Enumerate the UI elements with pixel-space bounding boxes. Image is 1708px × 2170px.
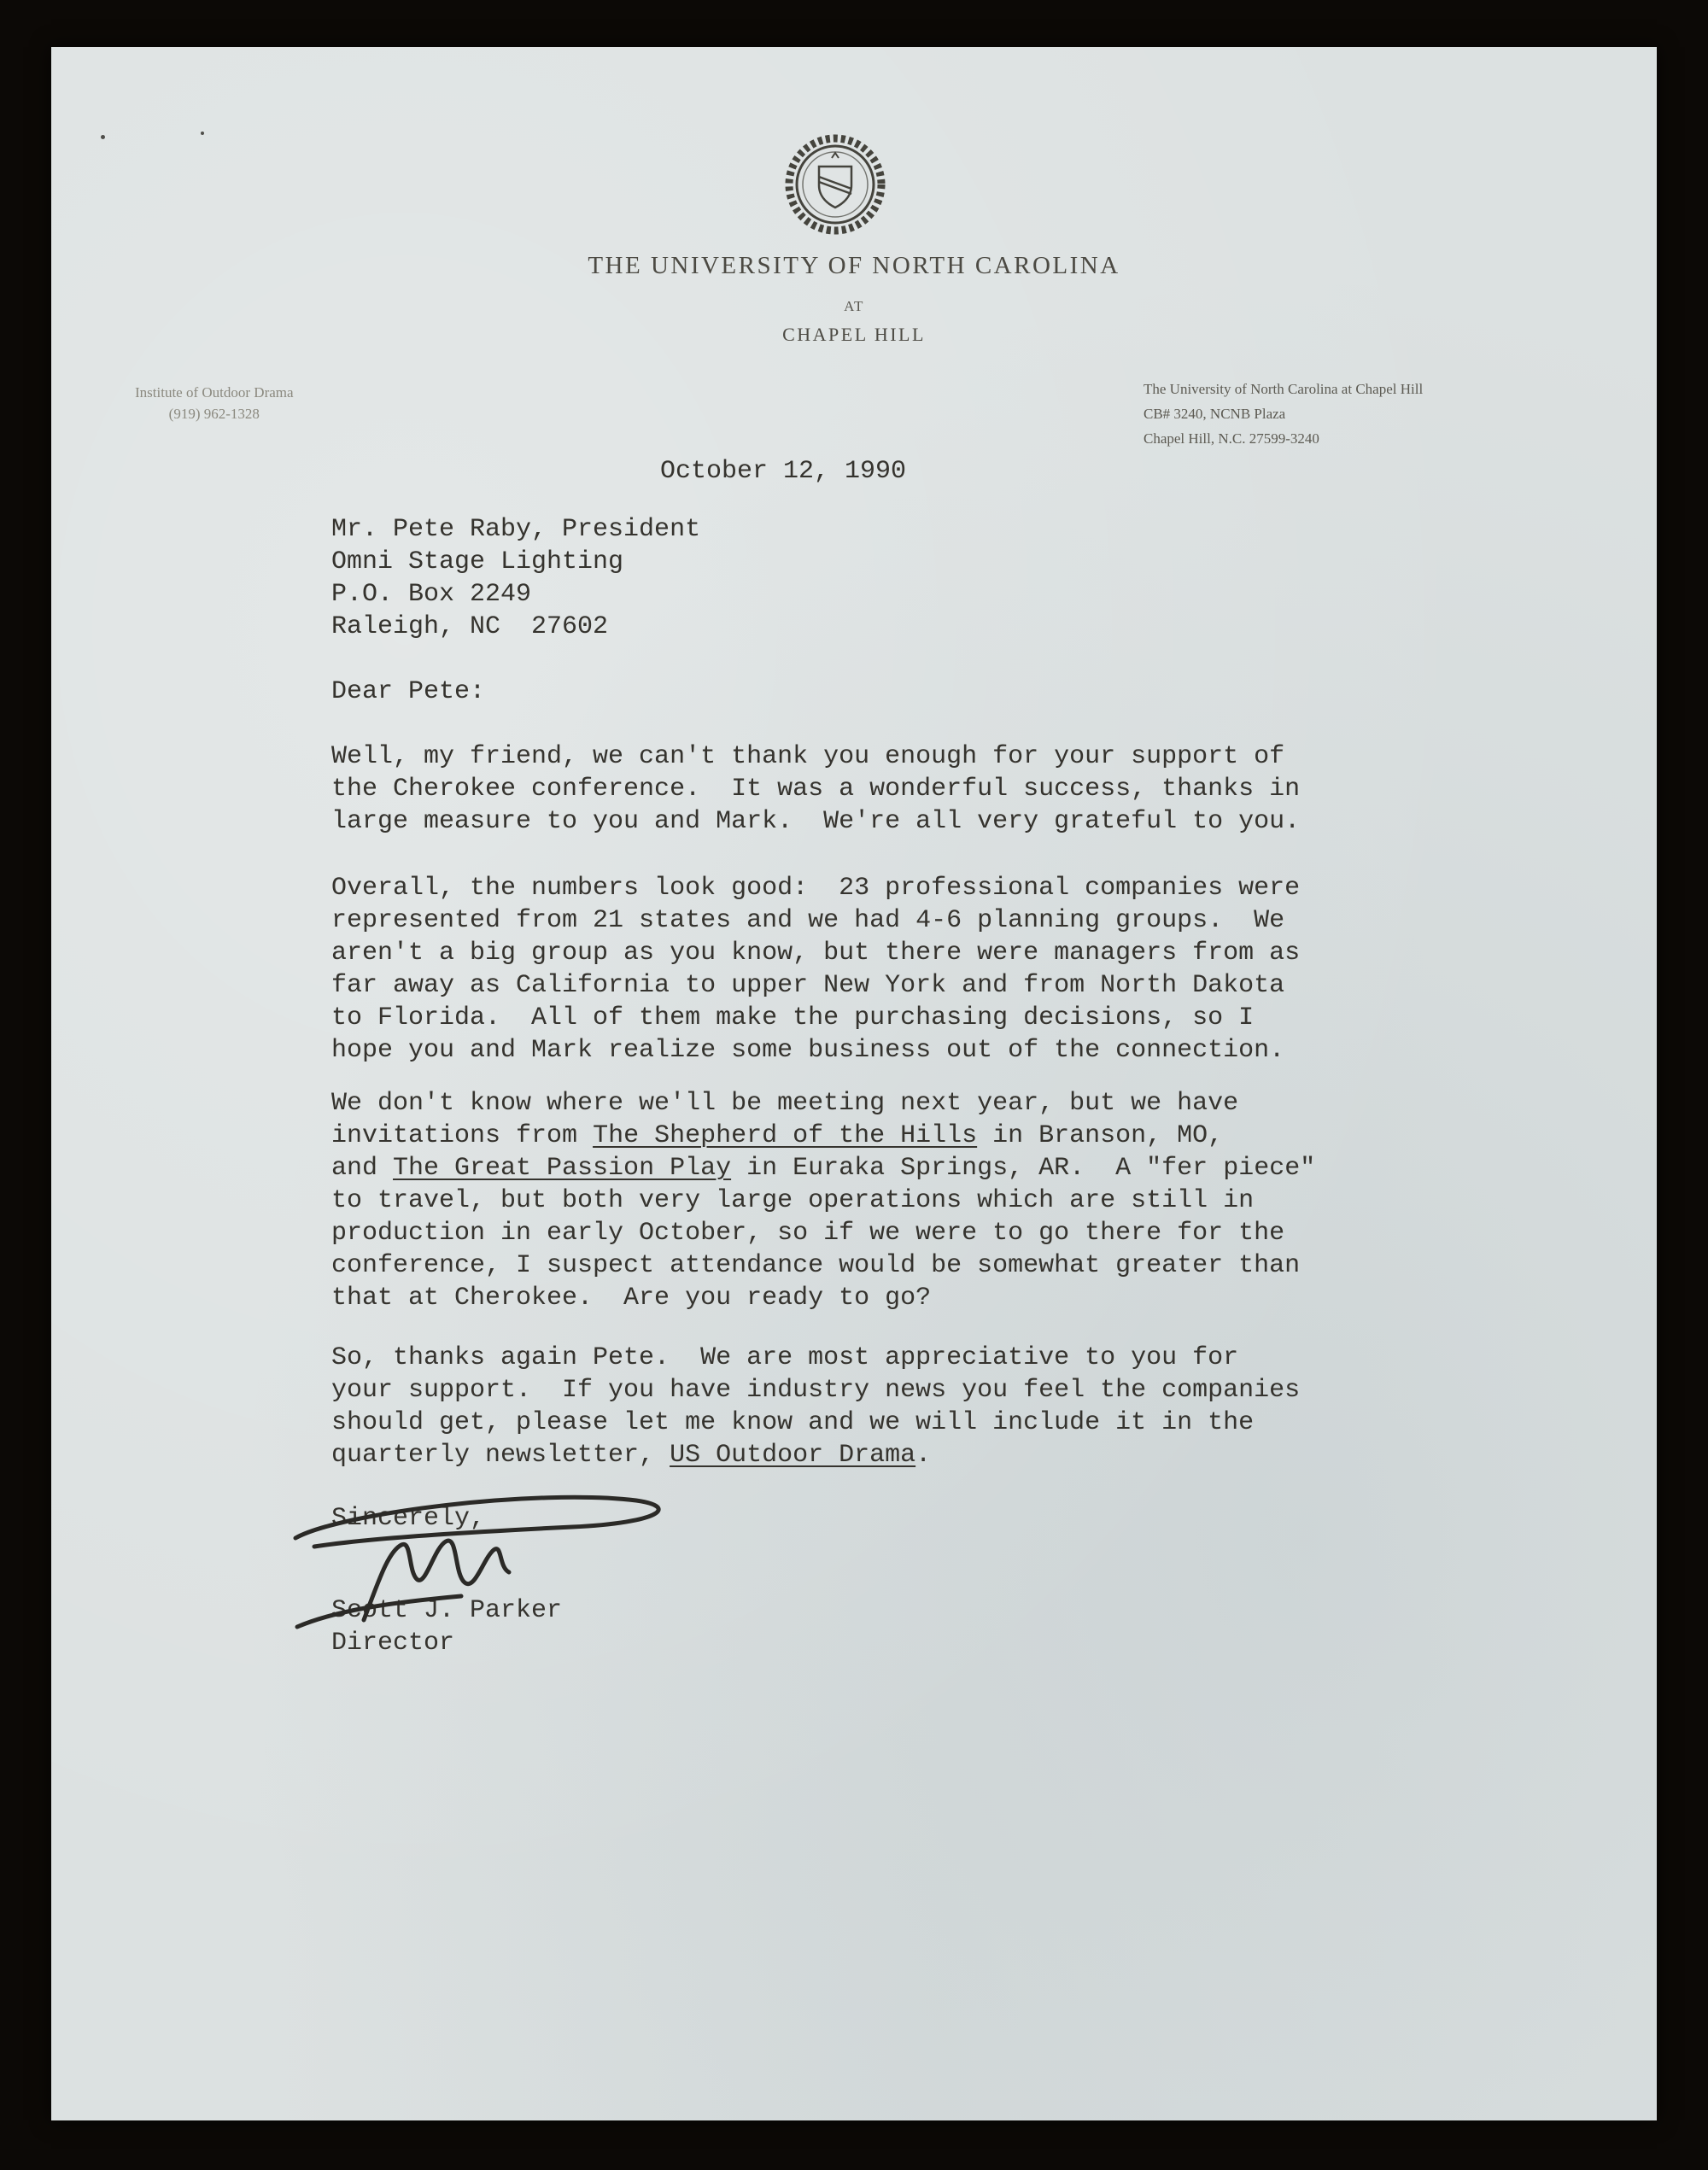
closing: Sincerely,	[331, 1504, 486, 1533]
dust-speck	[201, 132, 204, 135]
letterhead-university-name: THE UNIVERSITY OF NORTH CAROLINA	[588, 252, 1120, 279]
body-paragraph-2: Overall, the numbers look good: 23 professional companies were represented from 21 states and we had 4-6 planning groups. We aren't a big group as you know, but there were managers from as far away as California to upper New York and from North Dakota to Florida. All of them make the purchasing decisions, so I hope you and Mark realize some business out of the connection.	[331, 874, 1301, 1065]
body-paragraph-3: We don't know where we'll be meeting next year, but we have invitations from The Shepherd of the Hills in Branson, MO, and The Great Passion Play in Euraka Springs, AR. A "fer piece" to travel, but both very large operations which are still in production in early October, so if we were to go there for the conference, I suspect attendance would be somewhat greater than that at Cherokee. Are you ready to go?	[331, 1089, 1316, 1313]
salutation: Dear Pete:	[331, 677, 486, 706]
letterhead-at-line: AT	[844, 298, 864, 314]
signer-name: Scott J. Parker	[331, 1596, 563, 1625]
letter-paper	[51, 47, 1657, 2120]
letterhead-department-block: Institute of Outdoor Drama (919) 962-1328	[135, 384, 294, 422]
dust-speck	[101, 135, 105, 139]
body-paragraph-1: Well, my friend, we can't thank you enough for your support of the Cherokee conference. It was a wonderful success, thanks in large measure to you and Mark. We're all very grateful to you.	[331, 742, 1301, 836]
letterhead-address-block: The University of North Carolina at Chapel Hill CB# 3240, NCNB Plaza Chapel Hill, N.C. 27599-3240	[1144, 381, 1424, 447]
recipient-address: Mr. Pete Raby, President Omni Stage Lighting P.O. Box 2249 Raleigh, NC 27602	[331, 515, 701, 641]
letter-body	[331, 455, 1407, 1659]
signature-block	[331, 1594, 1407, 1659]
signer-title: Director	[331, 1629, 455, 1658]
letterhead-city-line: CHAPEL HILL	[782, 324, 926, 345]
letter-date: October 12, 1990	[660, 457, 907, 486]
body-paragraph-4: So, thanks again Pete. We are most appreciative to you for your support. If you have industry news you feel the companies should get, please let me know and we will include it in the quarterly newsletter, US Outdoor Drama.	[331, 1343, 1301, 1470]
unc-seal-icon	[783, 132, 887, 237]
